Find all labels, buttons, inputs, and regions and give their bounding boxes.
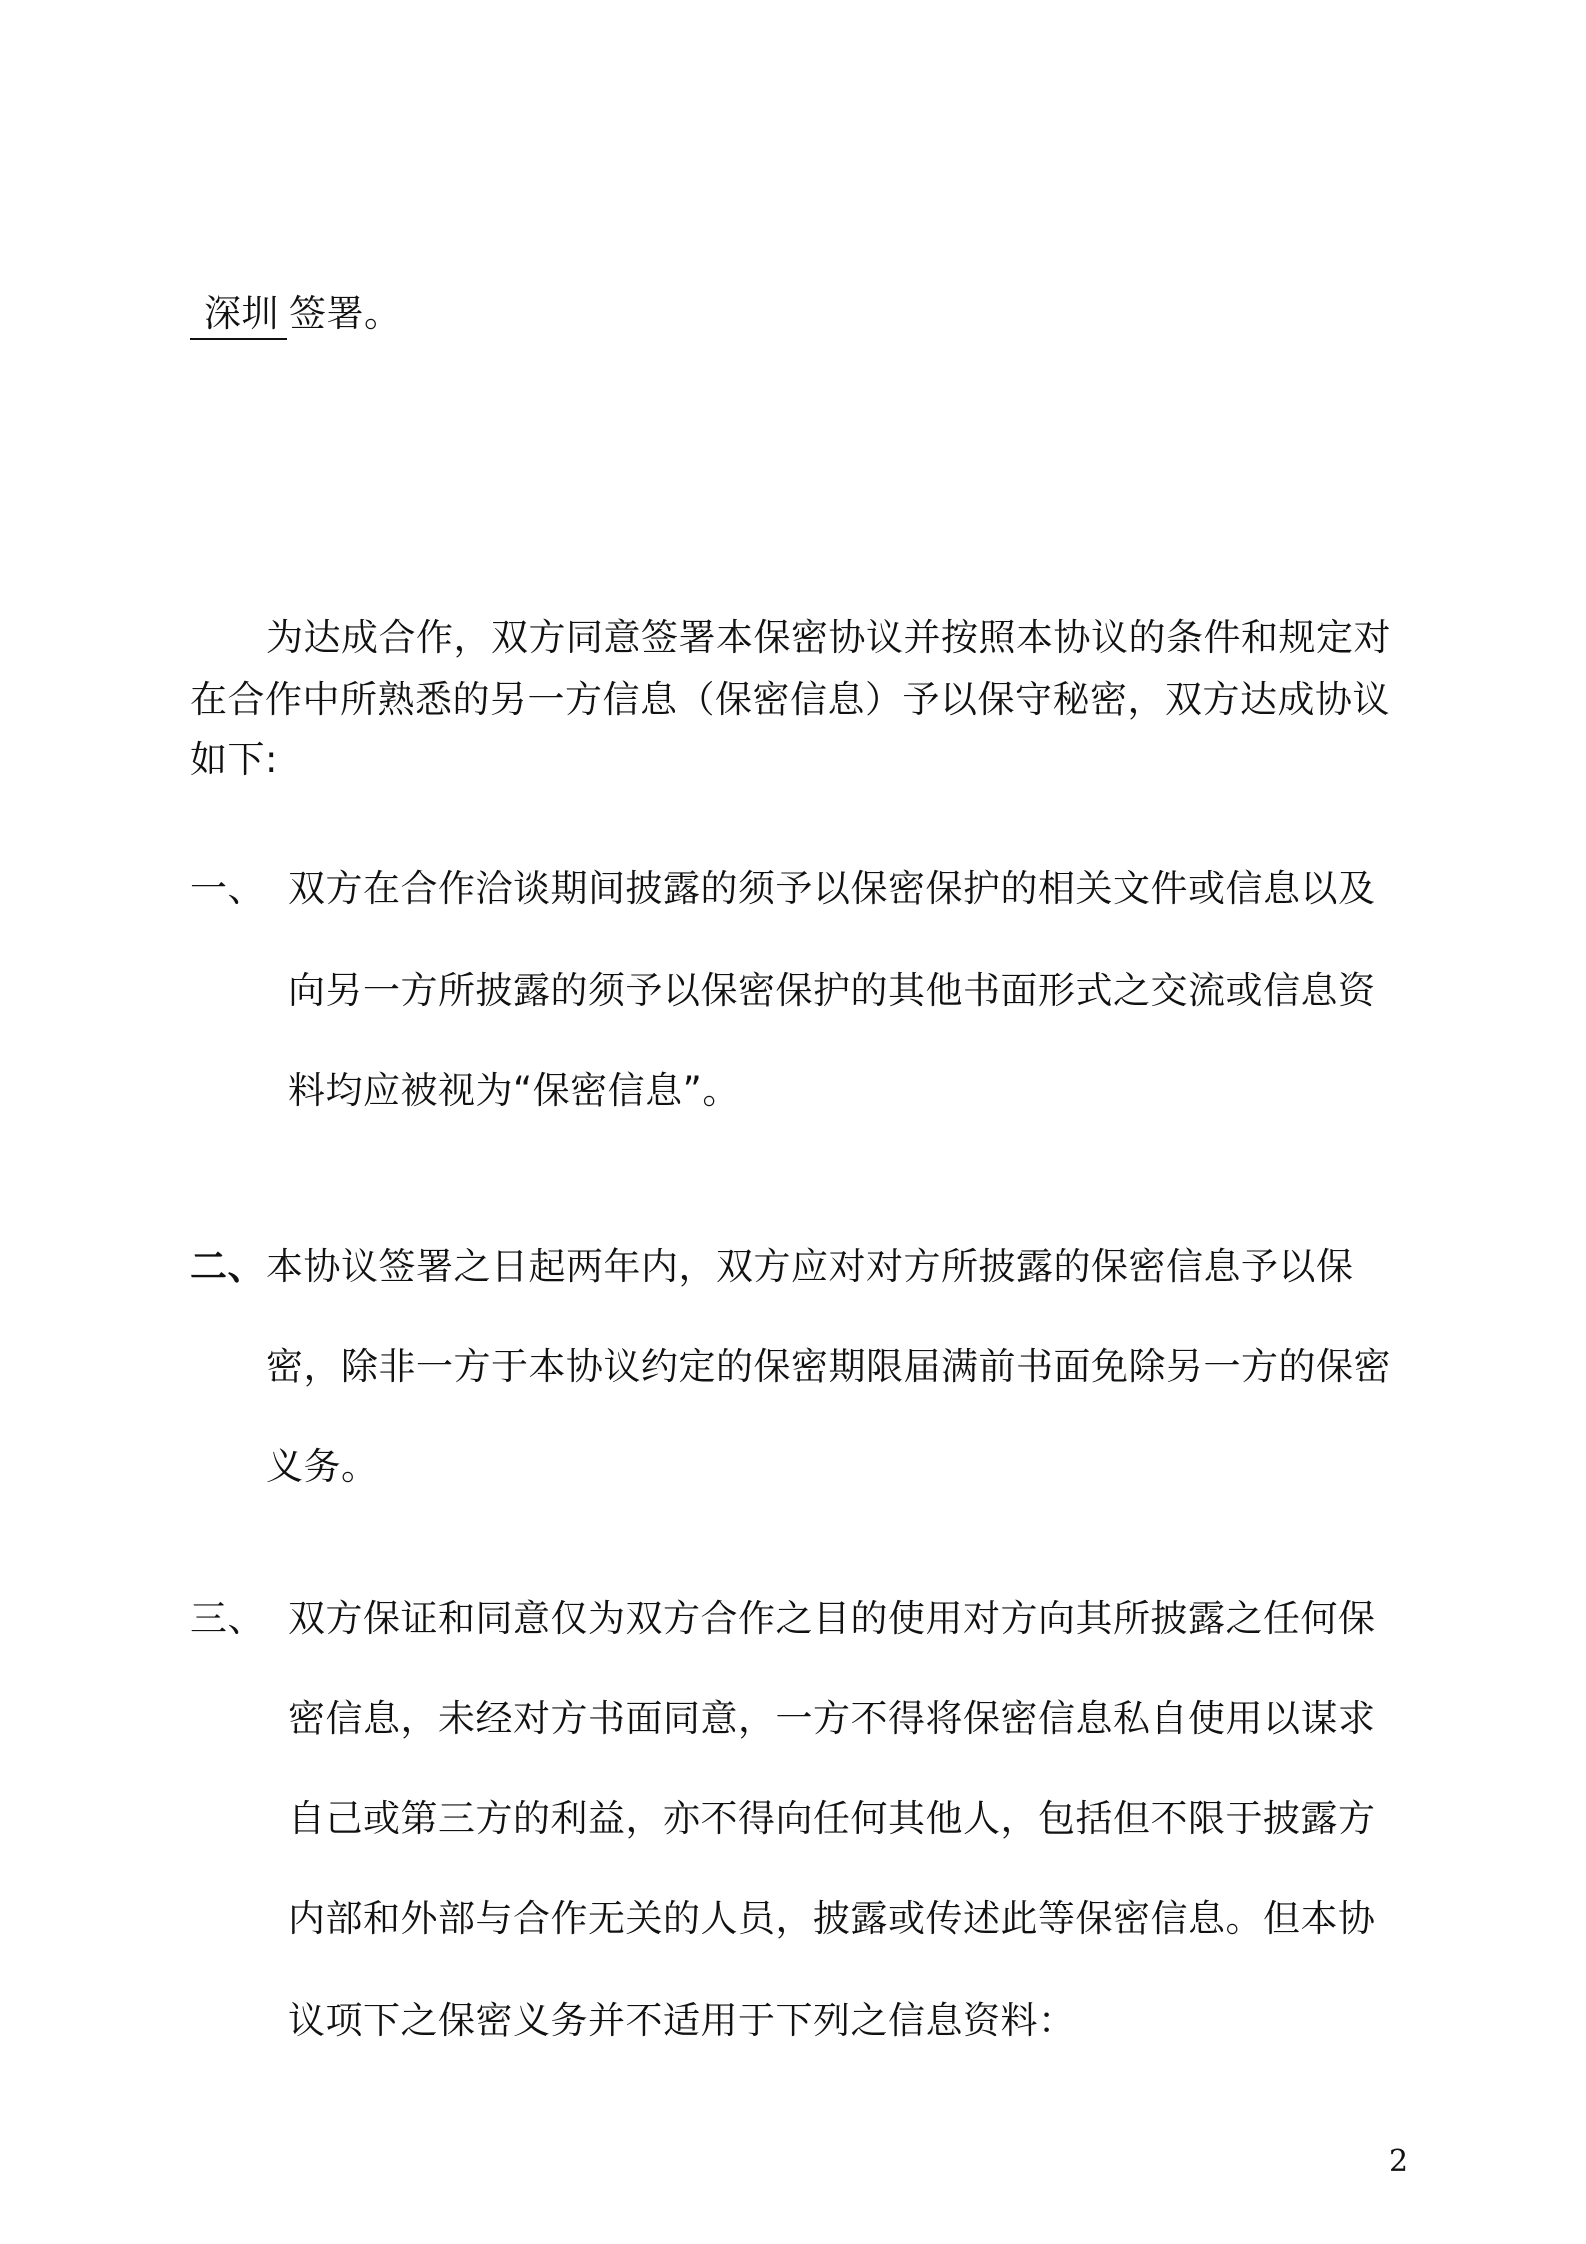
signing-place: 深圳 <box>190 295 287 340</box>
clause-1-line-3: 料均应被视为“保密信息”。 <box>288 1069 740 1112</box>
clause-number-1: 一、 <box>190 867 265 910</box>
clause-1-line-2: 向另一方所披露的须予以保密保护的其他书面形式之交流或信息资 <box>288 969 1376 1012</box>
signing-suffix: 签署。 <box>289 292 402 335</box>
intro-line-3: 如下: <box>190 738 278 781</box>
clause-2-line-3: 义务。 <box>266 1445 379 1488</box>
clause-3-line-1: 双方保证和同意仅为双方合作之目的使用对方向其所披露之任何保 <box>288 1597 1376 1640</box>
clause-1-line-1: 双方在合作洽谈期间披露的须予以保密保护的相关文件或信息以及 <box>288 867 1376 910</box>
clause-3-line-2: 密信息，未经对方书面同意，一方不得将保密信息私自使用以谋求 <box>288 1697 1376 1740</box>
clause-number-3: 三、 <box>190 1597 265 1640</box>
clause-3-line-4: 内部和外部与合作无关的人员，披露或传述此等保密信息。但本协 <box>288 1897 1376 1940</box>
clause-3-line-5: 议项下之保密义务并不适用于下列之信息资料： <box>288 1999 1076 2042</box>
clause-3-line-3: 自己或第三方的利益，亦不得向任何其他人，包括但不限于披露方 <box>288 1797 1376 1840</box>
intro-line-2: 在合作中所熟悉的另一方信息（保密信息）予以保守秘密，双方达成协议 <box>190 678 1390 721</box>
clause-2-line-1: 本协议签署之日起两年内，双方应对对方所披露的保密信息予以保 <box>266 1245 1354 1288</box>
signing-place-line <box>190 292 402 340</box>
intro-line-1: 为达成合作，双方同意签署本保密协议并按照本协议的条件和规定对 <box>266 616 1391 659</box>
page-number: 2 <box>1389 2144 1409 2179</box>
clause-2-line-2: 密，除非一方于本协议约定的保密期限届满前书面免除另一方的保密 <box>266 1345 1391 1388</box>
clause-number-2: 二、 <box>190 1245 265 1288</box>
